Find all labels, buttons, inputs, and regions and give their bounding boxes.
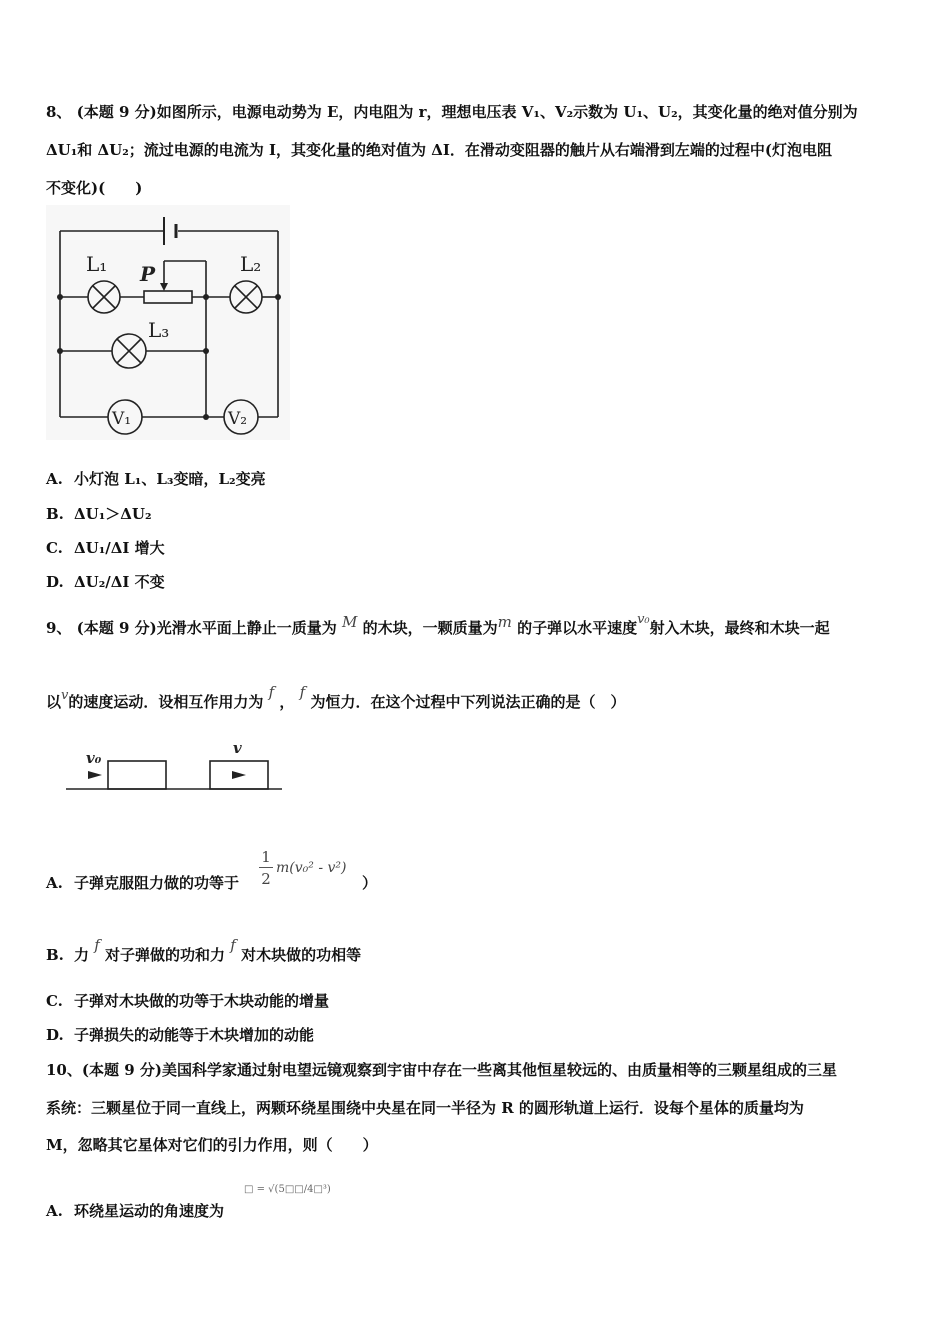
q10-stem-line2: 系统：三颗星位于同一直线上，两颗环绕星围绕中央星在同一半径为 R 的圆形轨道上运行．设每个星体的质量均为 [46, 1099, 804, 1117]
q9-option-a: A. 子弹克服阻力做的功等于 [46, 874, 240, 892]
q9-option-c: C. 子弹对木块做的功等于木块动能的增量 [46, 992, 330, 1010]
q8-stem-line1: 8、 (本题 9 分)如图所示，电源电动势为 E，内电阻为 r，理想电压表 V₁、V₂示数为 U₁、U₂，其变化量的绝对值分别为 [46, 103, 858, 121]
q9-option-d: D. 子弹损失的动能等于木块增加的动能 [46, 1026, 315, 1044]
q10-stem-line3: M，忽略其它星体对它们的引力作用，则（ ） [46, 1136, 378, 1154]
initial-velocity-label: v₀ [86, 749, 102, 767]
q10-option-a: A. 环绕星运动的角速度为 [46, 1202, 225, 1220]
lamp-l3-label: L₃ [148, 318, 170, 342]
lamp-l2-label: L₂ [240, 252, 262, 276]
q9-stem-line1: 9、 (本题 9 分)光滑水平面上静止一质量为 M 的木块，一颗质量为m 的子弹以水平速度v₀射入木块，最终和木块一起 [46, 612, 830, 637]
q10-option-a-formula: □ = √(5□□/4□³) [244, 1184, 331, 1195]
voltmeter-v1-label: V₁ [112, 409, 132, 429]
q9-block-diagram [62, 735, 286, 795]
q9-option-a-close: ） [362, 874, 378, 892]
slider-p-label: P [140, 262, 156, 286]
q9-option-b: B. 力 f 对子弹做的功和力 f 对木块做的功相等 [46, 936, 362, 964]
lamp-l1-label: L₁ [86, 252, 108, 276]
q8-option-d: D. ΔU₂/ΔI 不变 [46, 573, 165, 591]
q8-circuit-diagram [46, 205, 290, 440]
voltmeter-v2-label: V₂ [228, 409, 248, 429]
q8-option-a: A. 小灯泡 L₁、L₃变暗，L₂变亮 [46, 470, 266, 488]
final-velocity-label: v [233, 739, 242, 757]
q10-stem-line1: 10、(本题 9 分)美国科学家通过射电望远镜观察到宇宙中存在一些离其他恒星较远的、由质量相等的三颗星组成的三星 [46, 1061, 837, 1079]
q9-stem-line2: 以v的速度运动．设相互作用力为 f ， f 为恒力．在这个过程中下列说法正确的是（ ） [46, 683, 626, 711]
q8-stem-line2: ΔU₁和 ΔU₂；流过电源的电流为 I，其变化量的绝对值为 ΔI．在滑动变阻器的触片从右端滑到左端的过程中(灯泡电阻 [46, 141, 833, 159]
q8-option-b: B. ΔU₁＞ΔU₂ [46, 505, 152, 523]
q8-stem-line3: 不变化)( ) [46, 179, 143, 197]
q8-option-c: C. ΔU₁/ΔI 增大 [46, 539, 165, 557]
